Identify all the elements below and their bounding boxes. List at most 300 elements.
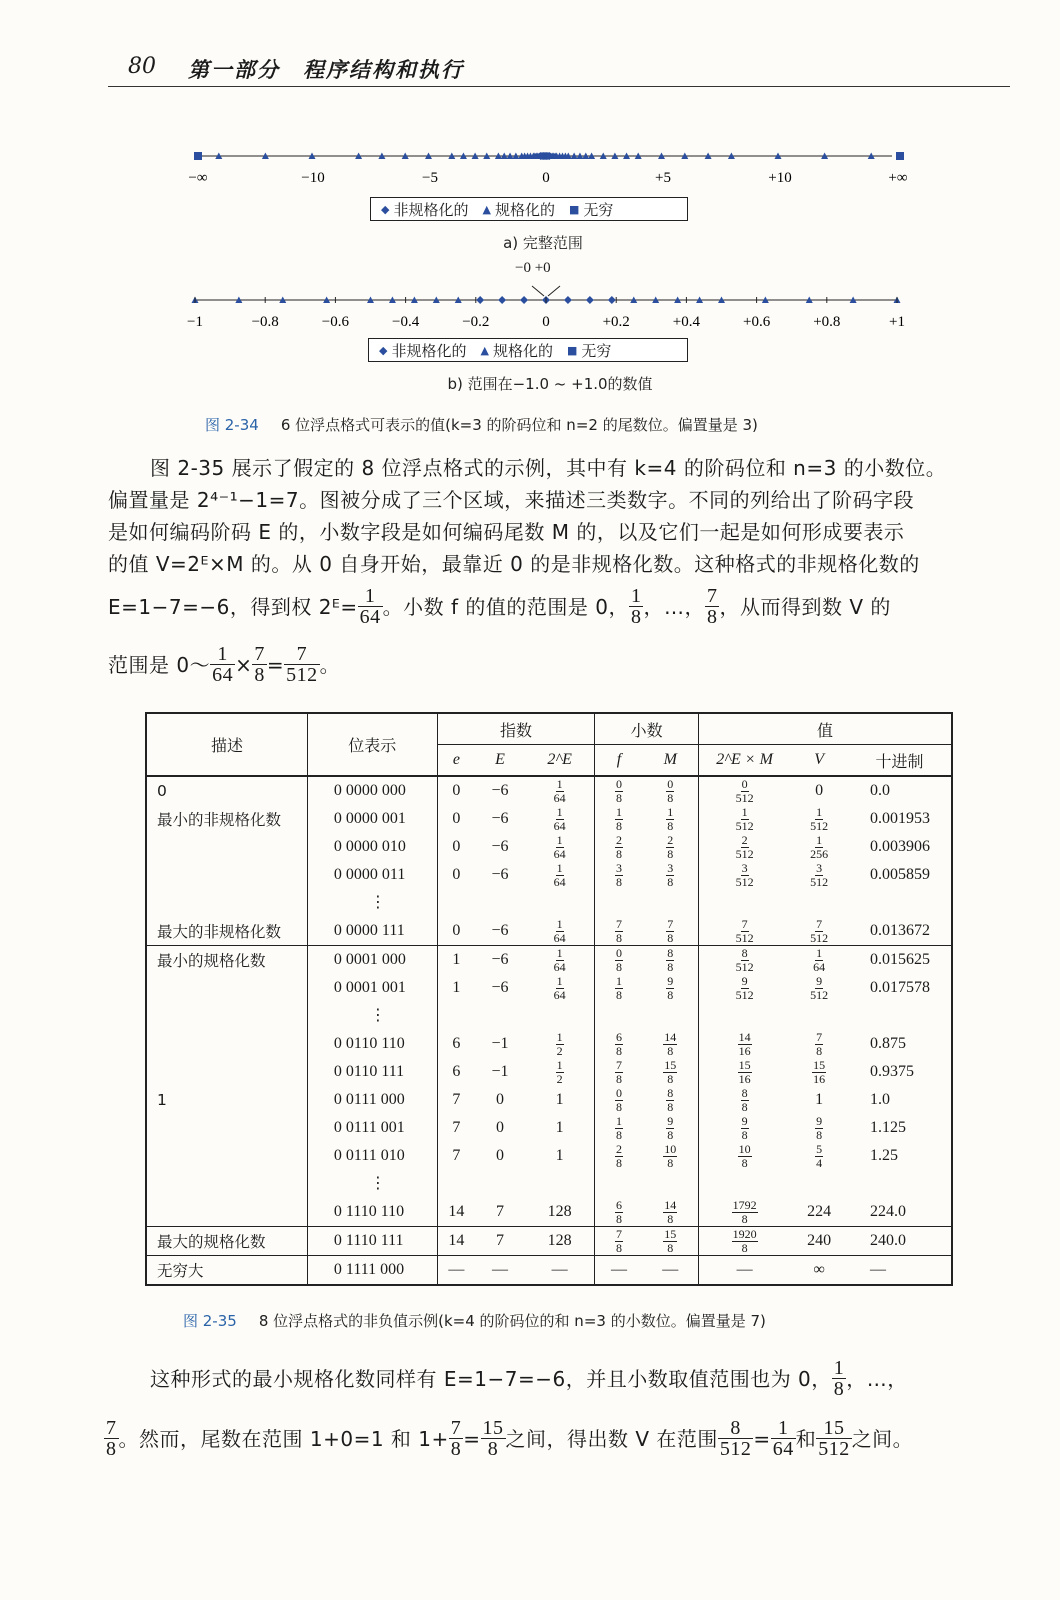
- row-description: [146, 974, 307, 1002]
- cell-p2EM: —: [698, 1256, 790, 1286]
- cell-p2EM: [698, 805, 790, 833]
- para1-line6: 范围是 0～ $\frac{1}{64}$ × $\frac{7}{8}$ = $\frac{7}{512}$ 。: [108, 643, 341, 686]
- fraction: $\frac{15}{8}$: [664, 1226, 677, 1255]
- fraction: $\frac{7}{8}$: [615, 1226, 622, 1255]
- empty-cell: [146, 1002, 307, 1030]
- cell-V: 224: [807, 1203, 832, 1220]
- cell-p2E: 1: [555, 1119, 564, 1136]
- fraction: $\frac{8}{8}$: [667, 945, 674, 974]
- fraction: $\frac{5}{4}$: [816, 1141, 823, 1170]
- cell-E: −1: [491, 1063, 509, 1080]
- cell-M: [643, 946, 699, 975]
- table-row: [146, 917, 952, 946]
- row-description: 最小的非规格化数: [146, 805, 307, 833]
- cell-M: [643, 1142, 699, 1170]
- zero-labels: −0 +0: [515, 260, 551, 276]
- empty-cell: [475, 1170, 525, 1198]
- cell-p2E: [525, 1058, 595, 1086]
- row-bits: 0 0001 000: [307, 946, 437, 975]
- cell-e: 7: [437, 1086, 475, 1114]
- row-decimal: 0.003906: [870, 838, 931, 855]
- fraction: $\frac{1}{8}$: [833, 1357, 845, 1400]
- row-bits: 0 0000 001: [307, 805, 437, 833]
- fraction: $\frac{0}{8}$: [667, 776, 674, 805]
- empty-cell: [595, 1170, 643, 1198]
- tick-label: +0.4: [672, 314, 701, 330]
- tick-label: +1: [889, 314, 905, 330]
- cell-p2E: 128: [547, 1203, 572, 1220]
- fraction: $\frac{2}{8}$: [615, 1141, 622, 1170]
- cell-p2E: 1: [555, 1147, 564, 1164]
- cell-V: ∞: [790, 1256, 848, 1286]
- legend-item-infinity: ■ 无穷: [568, 200, 614, 219]
- cell-E: −6: [475, 946, 525, 975]
- cell-E: 0: [496, 1147, 505, 1164]
- cell-e: 0: [437, 917, 475, 946]
- fraction: $\frac{1}{64}$: [212, 643, 234, 686]
- cell-f: —: [595, 1256, 643, 1286]
- fraction: $\frac{7}{8}$: [615, 916, 622, 945]
- row-decimal: 1.25: [870, 1147, 899, 1164]
- fraction: $\frac{0}{8}$: [615, 945, 622, 974]
- fraction: $\frac{7}{8}$: [706, 585, 718, 628]
- tick-label: +10: [768, 170, 792, 186]
- cell-e: 14: [437, 1198, 475, 1227]
- row-description: 0: [146, 776, 307, 805]
- header-desc: 描述: [210, 736, 243, 755]
- fraction: $\frac{3}{8}$: [615, 860, 622, 889]
- para2-line1: 这种形式的最小规格化数同样有 E=1−7=−6，并且小数取值范围也为 0， $\frac{1}{8}$ ，…，: [150, 1357, 908, 1400]
- fraction: $\frac{7}{8}$: [254, 643, 265, 686]
- cell-f: [595, 974, 643, 1002]
- fraction: $\frac{15}{8}$: [664, 1057, 677, 1086]
- table-row: [146, 1256, 952, 1286]
- empty-cell: [525, 1170, 595, 1198]
- row-description: [146, 1058, 307, 1086]
- fraction: $\frac{1}{8}$: [630, 585, 642, 628]
- fraction: $\frac{1}{64}$: [553, 860, 566, 889]
- denormalized-marker: [476, 296, 484, 304]
- subheader-2EM: 2^E × M: [698, 745, 790, 777]
- header-value: 值: [698, 713, 952, 745]
- cell-E: 7: [496, 1203, 505, 1220]
- empty-cell: [525, 1002, 595, 1030]
- page-number: 80: [128, 54, 156, 79]
- cell-V: [790, 861, 848, 889]
- empty-cell: [437, 1170, 475, 1198]
- fraction: $\frac{9}{8}$: [741, 1113, 748, 1142]
- ellipsis-row: [146, 1002, 952, 1030]
- cell-p2EM: [698, 1086, 790, 1114]
- cell-V: [790, 1142, 848, 1170]
- cell-p2EM: [698, 1030, 790, 1058]
- fraction: $\frac{8}{8}$: [741, 1085, 748, 1114]
- section-title: 程序结构和执行: [303, 57, 464, 82]
- empty-cell: [790, 889, 848, 917]
- fraction: $\frac{7}{8}$: [667, 916, 674, 945]
- triangle-icon: ▲: [480, 343, 489, 357]
- cell-p2E: [525, 946, 595, 975]
- fraction: $\frac{7}{8}$: [615, 1057, 622, 1086]
- row-description: 无穷大: [146, 1256, 307, 1286]
- row-description: 最大的规格化数: [146, 1227, 307, 1256]
- tick-label: −5: [422, 170, 438, 186]
- row-description: [146, 1142, 307, 1170]
- row-bits: 0 1111 000: [307, 1256, 437, 1286]
- figure-2-34-caption: [205, 414, 758, 435]
- cell-V: [790, 974, 848, 1002]
- cell-E: 0: [496, 1091, 505, 1108]
- cell-e: 6: [437, 1030, 475, 1058]
- figure-caption-text: 6 位浮点格式可表示的值(k=3 的阶码位和 n=2 的尾数位。偏置量是 3): [280, 416, 758, 434]
- figure-label: 图 2-35: [183, 1312, 237, 1330]
- tick-label: −1: [187, 314, 203, 330]
- fraction: $\frac{14}{8}$: [664, 1197, 677, 1226]
- table-row: [146, 946, 952, 975]
- cell-V: [790, 833, 848, 861]
- denormalized-marker: [520, 296, 528, 304]
- triangle-icon: ▲: [482, 202, 491, 216]
- fraction: $\frac{7}{8}$: [450, 1417, 462, 1460]
- empty-cell: [595, 1002, 643, 1030]
- fraction: $\frac{8}{512}$: [719, 1417, 752, 1460]
- fraction: $\frac{1}{256}$: [810, 832, 829, 861]
- fraction: $\frac{1792}{8}$: [732, 1197, 757, 1226]
- row-bits: 0 0110 111: [307, 1058, 437, 1086]
- cell-f: [595, 1114, 643, 1142]
- cell-M: [643, 861, 699, 889]
- infinity-marker: [194, 152, 202, 160]
- row-description: [146, 1114, 307, 1142]
- figure-label: 图 2-34: [205, 416, 259, 434]
- empty-cell: [698, 1170, 790, 1198]
- para1-line2: 偏置量是 2⁴⁻¹−1=7。图被分成了三个区域，来描述三类数字。不同的列给出了阶码字段: [108, 488, 915, 512]
- tick-label: +0.6: [742, 314, 771, 330]
- cell-f: [595, 1086, 643, 1114]
- fraction: $\frac{2}{8}$: [667, 832, 674, 861]
- row-bits: 0 0000 111: [307, 917, 437, 946]
- cell-p2EM: [698, 776, 790, 805]
- empty-cell: [437, 889, 475, 917]
- subheader-2E: 2^E: [525, 745, 595, 777]
- cell-p2E: [525, 1030, 595, 1058]
- row-description: [146, 833, 307, 861]
- fraction: $\frac{1}{8}$: [667, 804, 674, 833]
- empty-cell: [146, 1170, 307, 1198]
- cell-p2EM: [698, 1114, 790, 1142]
- fraction: $\frac{0}{8}$: [615, 776, 622, 805]
- vertical-ellipsis: ⋮: [307, 889, 437, 917]
- cell-V: 240: [790, 1227, 848, 1256]
- fraction: $\frac{1}{64}$: [553, 832, 566, 861]
- denormalized-marker: [498, 296, 506, 304]
- tick-label: −0.2: [462, 314, 490, 330]
- cell-p2EM: [698, 861, 790, 889]
- empty-cell: [475, 889, 525, 917]
- cell-M: [643, 1198, 699, 1227]
- fraction: $\frac{1}{64}$: [553, 973, 566, 1002]
- cell-p2E: 128: [525, 1227, 595, 1256]
- cell-E: −6: [491, 866, 509, 883]
- cell-e: 7: [437, 1114, 475, 1142]
- row-decimal: —: [848, 1256, 952, 1286]
- row-decimal: 0.015625: [848, 946, 952, 975]
- cell-f: [595, 1142, 643, 1170]
- fraction: $\frac{3}{512}$: [810, 860, 829, 889]
- fraction: $\frac{10}{8}$: [738, 1141, 751, 1170]
- figure-a-caption: a) 完整范围: [503, 234, 583, 252]
- row-decimal: 224.0: [870, 1203, 907, 1220]
- row-bits: 0 0111 010: [307, 1142, 437, 1170]
- fraction: $\frac{2}{512}$: [735, 832, 754, 861]
- cell-f: [595, 1227, 643, 1256]
- cell-p2E: [525, 833, 595, 861]
- fraction: $\frac{8}{512}$: [735, 945, 754, 974]
- row-decimal: 0.017578: [870, 979, 931, 996]
- table-row: [146, 1114, 952, 1142]
- fraction: $\frac{1}{64}$: [359, 585, 381, 628]
- empty-cell: [848, 1002, 952, 1030]
- cell-E: −6: [491, 979, 509, 996]
- cell-E: 7: [475, 1227, 525, 1256]
- cell-f: [595, 833, 643, 861]
- cell-p2EM: [698, 974, 790, 1002]
- fraction: $\frac{1}{512}$: [735, 804, 754, 833]
- empty-cell: [698, 889, 790, 917]
- header-bits: 位表示: [307, 713, 437, 776]
- tick-label: −10: [301, 170, 325, 186]
- row-bits: 0 0001 001: [307, 974, 437, 1002]
- table-row: [146, 1142, 952, 1170]
- para1-line4: 的值 V=2ᴱ×M 的。从 0 自身开始，最靠近 0 的是非规格化数。这种格式的非规格化数的: [108, 552, 920, 576]
- figure-b-number-line: [180, 278, 920, 336]
- fraction: $\frac{14}{16}$: [738, 1029, 751, 1058]
- cell-M: [643, 1227, 699, 1256]
- para1-line5: E=1−7=−6，得到权 2ᴱ= $\frac{1}{64}$ 。小数 f 的值的范围是 0， $\frac{1}{8}$ ，…， $\frac{7}{8}$ ，从而得到数 V 的: [108, 585, 891, 628]
- cell-p2E: [525, 974, 595, 1002]
- cell-p2EM: [698, 1142, 790, 1170]
- cell-p2E: [525, 805, 595, 833]
- denormalized-marker: [564, 296, 572, 304]
- fraction: $\frac{15}{16}$: [738, 1057, 751, 1086]
- row-bits: 0 1110 111: [307, 1227, 437, 1256]
- cell-M: [643, 1114, 699, 1142]
- vertical-ellipsis: ⋮: [307, 1170, 437, 1198]
- row-description: [146, 1030, 307, 1058]
- cell-M: [643, 1030, 699, 1058]
- cell-E: 0: [496, 1119, 505, 1136]
- tick-label: −∞: [188, 170, 208, 186]
- table-row: [146, 974, 952, 1002]
- fraction: $\frac{6}{8}$: [615, 1197, 622, 1226]
- cell-p2EM: [698, 833, 790, 861]
- diamond-icon: ◆: [381, 202, 390, 216]
- cell-M: —: [643, 1256, 699, 1286]
- tick-label: −0.4: [391, 314, 420, 330]
- diamond-icon: ◆: [379, 343, 388, 357]
- fraction: $\frac{7}{8}$: [816, 1029, 823, 1058]
- fraction: $\frac{1}{2}$: [556, 1057, 563, 1086]
- table-row: [146, 1058, 952, 1086]
- cell-p2E: 1: [555, 1091, 564, 1108]
- fraction: $\frac{0}{512}$: [735, 776, 754, 805]
- denormalized-marker: [608, 296, 616, 304]
- empty-cell: [437, 1002, 475, 1030]
- fraction: $\frac{1}{64}$: [553, 776, 566, 805]
- fraction: $\frac{1}{64}$: [553, 804, 566, 833]
- legend-item-infinity: ■ 无穷: [566, 341, 612, 360]
- cell-V: [790, 805, 848, 833]
- cell-f: [595, 1030, 643, 1058]
- empty-cell: [475, 1002, 525, 1030]
- cell-M: [643, 805, 699, 833]
- cell-E: —: [475, 1256, 525, 1286]
- para1-line3: 是如何编码阶码 E 的，小数字段是如何编码尾数 M 的，以及它们一起是如何形成要表示: [108, 520, 905, 544]
- cell-e: 0: [437, 805, 475, 833]
- cell-f: [595, 1058, 643, 1086]
- table-row: [146, 833, 952, 861]
- cell-p2EM: [698, 1198, 790, 1227]
- empty-cell: [698, 1002, 790, 1030]
- fraction: $\frac{1}{64}$: [813, 945, 826, 974]
- row-bits: 0 0000 010: [307, 833, 437, 861]
- legend-item-normalized: ▲ 规格化的: [482, 200, 555, 219]
- fraction: $\frac{15}{8}$: [482, 1417, 504, 1460]
- cell-e: 0: [437, 833, 475, 861]
- fraction: $\frac{1920}{8}$: [732, 1226, 757, 1255]
- row-decimal: 1.125: [870, 1119, 907, 1136]
- row-decimal: 0.9375: [870, 1063, 915, 1080]
- fraction: $\frac{1}{8}$: [615, 973, 622, 1002]
- fraction: $\frac{9}{8}$: [816, 1113, 823, 1142]
- infinity-marker: [896, 152, 904, 160]
- subheader-M: M: [643, 745, 699, 777]
- row-bits: 0 1110 110: [307, 1198, 437, 1227]
- fraction: $\frac{7}{512}$: [810, 916, 829, 945]
- tick-label: 0: [542, 314, 550, 330]
- figure-b-legend: [368, 338, 688, 362]
- square-icon: ■: [568, 202, 580, 216]
- cell-p2E: [525, 776, 595, 805]
- empty-cell: [643, 1002, 699, 1030]
- cell-V: [790, 946, 848, 975]
- cell-e: —: [437, 1256, 475, 1286]
- legend-item-normalized: ▲ 规格化的: [480, 341, 553, 360]
- row-description: [146, 861, 307, 889]
- denormalized-marker: [586, 296, 594, 304]
- fraction: $\frac{8}{8}$: [667, 1085, 674, 1114]
- header-exponent: 指数: [437, 713, 595, 745]
- para2-line2: $\frac{7}{8}$ 。然而，尾数在范围 1+0=1 和 1+ $\frac{7}{8}$ = $\frac{15}{8}$ 之间，得出数 V 在范围 $\frac{8}{512}$ = $\frac{1}{64}$ 和 $\frac{15}{512}$ 之间。: [106, 1417, 914, 1460]
- fraction: $\frac{9}{8}$: [667, 973, 674, 1002]
- cell-E: −6: [491, 922, 509, 939]
- cell-M: [643, 917, 699, 946]
- tick-label: +0.2: [602, 314, 630, 330]
- empty-cell: [848, 1170, 952, 1198]
- row-decimal: 0.005859: [870, 866, 931, 883]
- fraction: $\frac{7}{8}$: [106, 1417, 117, 1460]
- fraction: $\frac{15}{512}$: [818, 1417, 850, 1460]
- table-row: [146, 1198, 952, 1227]
- row-bits: 0 0111 001: [307, 1114, 437, 1142]
- empty-cell: [595, 889, 643, 917]
- table-row: [146, 1227, 952, 1256]
- subheader-e: e: [437, 745, 475, 777]
- cell-p2EM: [698, 917, 790, 946]
- figure-b-caption: b) 范围在−1.0 ~ +1.0的数值: [447, 375, 653, 393]
- cell-f: [595, 917, 643, 946]
- cell-e: 0: [437, 861, 475, 889]
- cell-E: −1: [491, 1035, 509, 1052]
- row-bits: 0 0000 011: [307, 861, 437, 889]
- cell-e: 1: [437, 946, 475, 975]
- cell-f: [595, 946, 643, 975]
- fraction: $\frac{10}{8}$: [664, 1141, 677, 1170]
- part-title: 第一部分: [188, 57, 280, 82]
- para1-line1: 图 2-35 展示了假定的 8 位浮点格式的示例，其中有 k=4 的阶码位和 n=3 的小数位。: [150, 456, 947, 480]
- float-format-table: [145, 712, 953, 1286]
- cell-f: [595, 861, 643, 889]
- tick-label: 0: [542, 170, 550, 186]
- square-icon: ■: [566, 343, 578, 357]
- cell-E: −6: [491, 838, 509, 855]
- table-row: [146, 1030, 952, 1058]
- cell-p2E: [525, 917, 595, 946]
- legend-item-denormalized: ◆ 非规格化的: [379, 341, 467, 360]
- row-description: 1: [146, 1086, 307, 1114]
- tick-label: +0.8: [813, 314, 841, 330]
- tick-label: +∞: [888, 170, 908, 186]
- table-row: [146, 776, 952, 805]
- cell-V: [790, 1058, 848, 1086]
- figure-caption-text: 8 位浮点格式的非负值示例(k=4 的阶码位的和 n=3 的小数位。偏置量是 7): [258, 1312, 766, 1330]
- tick-label: +5: [655, 170, 671, 186]
- row-bits: 0 0000 000: [307, 776, 437, 805]
- cell-p2E: —: [525, 1256, 595, 1286]
- row-decimal: 0.001953: [870, 810, 931, 827]
- fraction: $\frac{6}{8}$: [615, 1029, 622, 1058]
- empty-cell: [848, 889, 952, 917]
- fraction: $\frac{1}{64}$: [772, 1417, 794, 1460]
- cell-e: 6: [437, 1058, 475, 1086]
- subheader-V: V: [790, 745, 848, 777]
- figure-a-number-line: [180, 140, 920, 200]
- row-bits: 0 0111 000: [307, 1086, 437, 1114]
- fraction: $\frac{2}{8}$: [615, 832, 622, 861]
- figure-a-legend: [370, 197, 688, 221]
- fraction: $\frac{9}{8}$: [667, 1113, 674, 1142]
- table-row: [146, 1086, 952, 1114]
- fraction: $\frac{3}{512}$: [735, 860, 754, 889]
- row-description: 最小的规格化数: [146, 946, 307, 975]
- empty-cell: [525, 889, 595, 917]
- fraction: $\frac{9}{512}$: [810, 973, 829, 1002]
- row-decimal: 240.0: [848, 1227, 952, 1256]
- fraction: $\frac{1}{8}$: [615, 1113, 622, 1142]
- fraction: $\frac{1}{64}$: [553, 916, 566, 945]
- header-fraction: 小数: [595, 713, 699, 745]
- fraction: $\frac{0}{8}$: [615, 1085, 622, 1114]
- tick-label: −0.8: [251, 314, 279, 330]
- vertical-ellipsis: ⋮: [307, 1002, 437, 1030]
- empty-cell: [643, 889, 699, 917]
- cell-V: 0: [815, 782, 824, 799]
- cell-f: [595, 1198, 643, 1227]
- cell-E: −6: [491, 782, 509, 799]
- fraction: $\frac{14}{8}$: [664, 1029, 677, 1058]
- subheader-decimal: 十进制: [848, 745, 952, 777]
- cell-E: −6: [491, 810, 509, 827]
